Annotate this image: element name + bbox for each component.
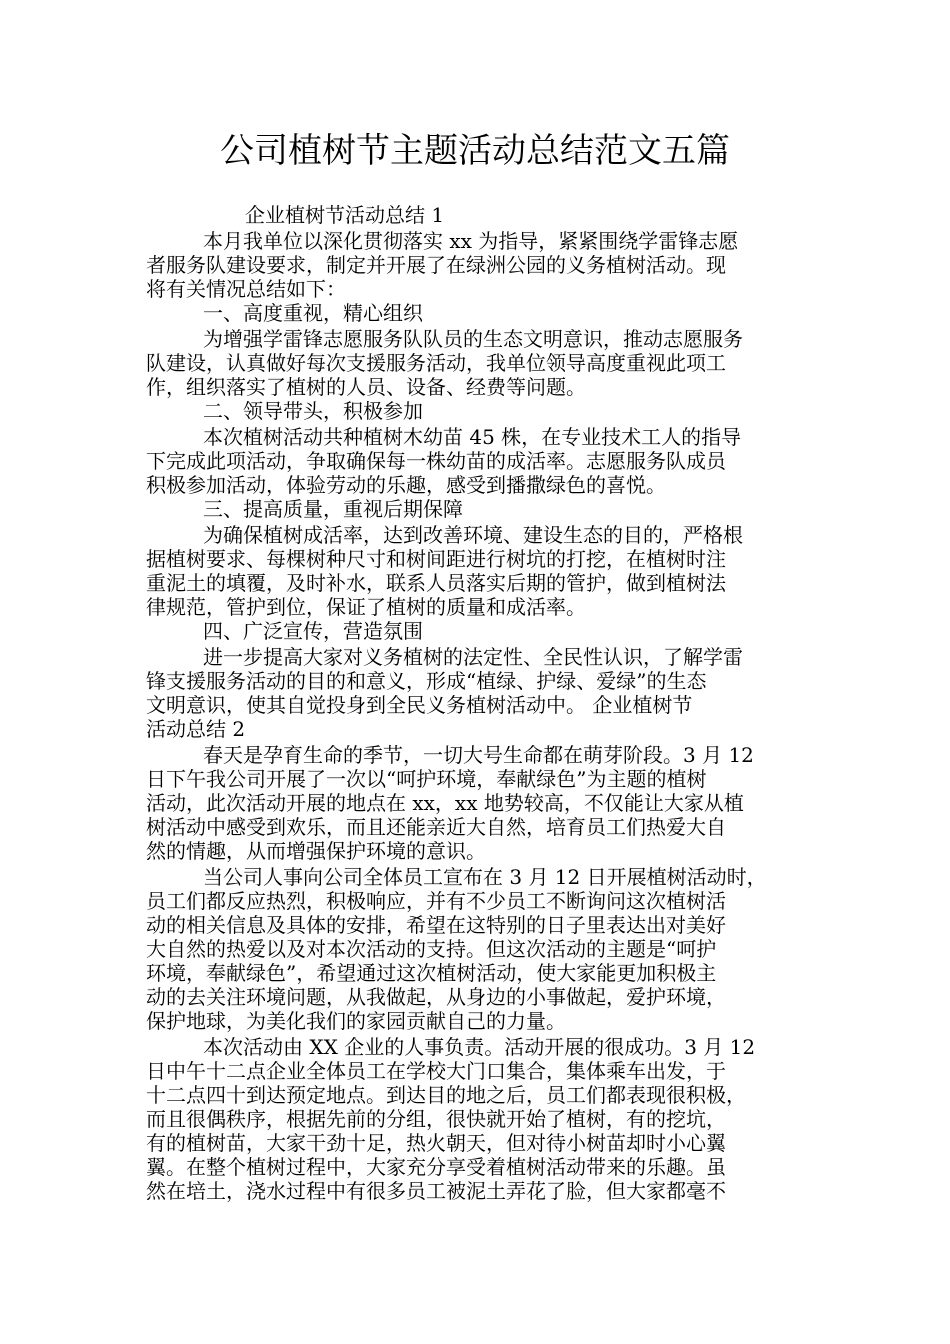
paragraph-line: 为确保植树成活率，达到改善环境、建设生态的目的，严格根 <box>203 523 743 547</box>
paragraph-line: 本次活动由 XX 企业的人事负责。活动开展的很成功。3 月 12 <box>203 1035 756 1059</box>
paragraph-line: 十二点四十到达预定地点。到达目的地之后，员工们都表现很积极， <box>146 1083 746 1107</box>
paragraph-line: 四、广泛宣传，营造氛围 <box>203 619 423 643</box>
paragraph-line: 有的植树苗，大家干劲十足，热火朝天，但对待小树苗却时小心翼 <box>146 1131 726 1155</box>
paragraph-line: 而且很偶秩序，根据先前的分组，很快就开始了植树，有的挖坑， <box>146 1107 726 1131</box>
paragraph-line: 大自然的热爱以及对本次活动的支持。但这次活动的主题是“呵护 <box>146 937 717 961</box>
paragraph-line: 活动，此次活动开展的地点在 xx，xx 地势较高，不仅能让大家从植 <box>146 791 744 815</box>
paragraph-line: 然的情趣，从而增强保护环境的意识。 <box>146 839 486 863</box>
paragraph-line: 当公司人事向公司全体员工宣布在 3 月 12 日开展植树活动时， <box>203 865 767 889</box>
paragraph-line: 动的相关信息及具体的安排，希望在这特别的日子里表达出对美好 <box>146 913 726 937</box>
paragraph-line: 重泥土的填覆，及时补水，联系人员落实后期的管护，做到植树法 <box>146 571 726 595</box>
paragraph-line: 春天是孕育生命的季节，一切大号生命都在萌芽阶段。3 月 12 <box>203 743 754 767</box>
paragraph-line: 员工们都反应热烈，积极响应，并有不少员工不断询问这次植树活 <box>146 889 726 913</box>
paragraph-line: 者服务队建设要求，制定并开展了在绿洲公园的义务植树活动。现 <box>146 253 726 277</box>
paragraph-line: 树活动中感受到欢乐，而且还能亲近大自然，培育员工们热爱大自 <box>146 815 726 839</box>
paragraph-line: 锋支援服务活动的目的和意义，形成“植绿、护绿、爱绿”的生态 <box>146 669 707 693</box>
paragraph-line: 二、领导带头，积极参加 <box>203 399 423 423</box>
paragraph-line: 据植树要求、每棵树种尺寸和树间距进行树坑的打挖，在植树时注 <box>146 547 726 571</box>
paragraph-line: 日下午我公司开展了一次以“呵护环境，奉献绿色”为主题的植树 <box>146 767 707 791</box>
paragraph-line: 文明意识，使其自觉投身到全民义务植树活动中。 企业植树节 <box>146 693 693 717</box>
paragraph-line: 队建设，认真做好每次支援服务活动，我单位领导高度重视此项工 <box>146 351 726 375</box>
paragraph-line: 作，组织落实了植树的人员、设备、经费等问题。 <box>146 375 586 399</box>
document-title: 公司植树节主题活动总结范文五篇 <box>220 131 730 171</box>
paragraph-line: 然在培土，浇水过程中有很多员工被泥土弄花了脸，但大家都毫不 <box>146 1179 726 1203</box>
paragraph-line: 一、高度重视，精心组织 <box>203 301 423 325</box>
paragraph-line: 将有关情况总结如下： <box>146 277 346 301</box>
paragraph-line: 日中午十二点企业全体员工在学校大门口集合，集体乘车出发，于 <box>146 1059 726 1083</box>
paragraph-line: 企业植树节活动总结 1 <box>245 203 445 227</box>
paragraph-line: 本月我单位以深化贯彻落实 xx 为指导，紧紧围绕学雷锋志愿 <box>203 229 739 253</box>
paragraph-line: 本次植树活动共种植树木幼苗 45 株，在专业技术工人的指导 <box>203 425 742 449</box>
paragraph-line: 环境，奉献绿色”，希望通过这次植树活动，使大家能更加积极主 <box>146 961 717 985</box>
paragraph-line: 翼。在整个植树过程中，大家充分享受着植树活动带来的乐趣。虽 <box>146 1155 726 1179</box>
paragraph-line: 为增强学雷锋志愿服务队队员的生态文明意识，推动志愿服务 <box>203 327 743 351</box>
paragraph-line: 活动总结 2 <box>146 717 246 741</box>
paragraph-line: 保护地球，为美化我们的家园贡献自己的力量。 <box>146 1009 566 1033</box>
paragraph-line: 律规范，管护到位，保证了植树的质量和成活率。 <box>146 595 586 619</box>
paragraph-line: 进一步提高大家对义务植树的法定性、全民性认识，了解学雷 <box>203 645 743 669</box>
paragraph-line: 积极参加活动，体验劳动的乐趣，感受到播撒绿色的喜悦。 <box>146 473 666 497</box>
paragraph-line: 三、提高质量，重视后期保障 <box>203 497 463 521</box>
paragraph-line: 动的去关注环境问题，从我做起，从身边的小事做起，爱护环境， <box>146 985 726 1009</box>
paragraph-line: 下完成此项活动，争取确保每一株幼苗的成活率。志愿服务队成员 <box>146 449 726 473</box>
